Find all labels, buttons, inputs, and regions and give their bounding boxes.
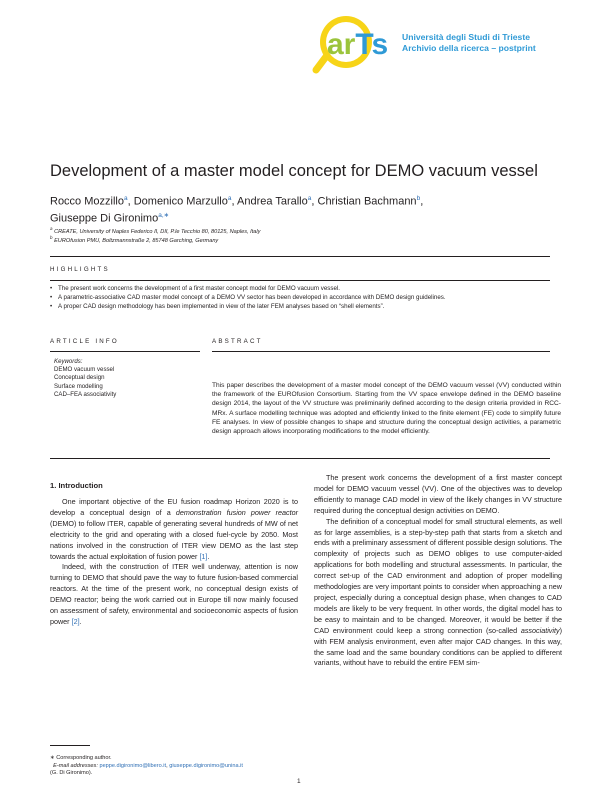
author-affiliation-mark[interactable]: a,∗ [158, 211, 170, 219]
author-name: Christian Bachmann [317, 195, 417, 208]
highlight-item [50, 303, 384, 310]
affiliation-b [50, 235, 218, 244]
highlight-item [50, 294, 446, 301]
divider [50, 351, 200, 352]
highlight-text: The present work concerns the development of a first master concept model for DEMO vacuum vessel. [58, 285, 340, 292]
paragraph [50, 497, 298, 562]
author-name: Rocco Mozzillo [50, 195, 124, 208]
divider [50, 280, 550, 281]
university-name: Università degli Studi di Trieste [402, 32, 530, 42]
emphasis-text: demonstration fusion power reactor [175, 507, 298, 517]
highlight-text: A parametric-associative CAD master model concept of a DEMO VV sector has been developed in accordance with DEMO design guidelines. [58, 294, 446, 301]
email-separator: , [166, 762, 170, 769]
footnote-divider [50, 745, 90, 746]
bullet-icon: • [50, 294, 53, 301]
keyword: CAD–FEA associativity [54, 390, 117, 398]
keyword: Conceptual design [54, 374, 105, 382]
affiliation-a [50, 226, 260, 235]
paragraph-text: . [207, 551, 210, 561]
highlight-item [50, 285, 340, 292]
page-number: 1 [297, 778, 301, 785]
logo-ar: arTs [327, 28, 389, 61]
author-separator: , [420, 195, 424, 208]
footnote-person: (G. Di Gironimo). [50, 770, 93, 777]
divider [50, 458, 550, 459]
paragraph [314, 473, 562, 517]
citation-link[interactable]: [1] [199, 551, 208, 561]
bullet-icon: • [50, 303, 53, 310]
author-separator: , [231, 195, 238, 208]
affiliation-mark: b [50, 235, 53, 240]
footnote [50, 755, 310, 778]
paper-title: Development of a master model concept for DEMO vacuum vessel [50, 162, 538, 180]
author-separator: , [311, 195, 318, 208]
article-info-heading: ARTICLE INFO [50, 338, 119, 345]
author-list [50, 192, 550, 225]
paragraph-text: ) with FEM analysis environment, even after major CAD changes. In this way, the same load and the same boundary conditions can be applied to different variants, without have to rebuild the entire FEM sim- [314, 625, 562, 668]
email-label: E-mail addresses: [53, 762, 98, 769]
body-column-right [314, 473, 562, 669]
affiliation-text: CREATE, University of Naples Federico II, DII, P.le Tecchio 80, 80125, Naples, Italy [54, 228, 261, 235]
abstract-heading: ABSTRACT [212, 338, 263, 345]
keywords-block [54, 358, 116, 399]
body-column-left [50, 497, 298, 628]
email-link[interactable]: peppe.digironimo@libero.it [99, 762, 167, 769]
keyword: Surface modelling [54, 382, 103, 390]
divider [212, 351, 550, 352]
archive-name: Archivio della ricerca – postprint [402, 43, 536, 53]
author-name: Andrea Tarallo [237, 195, 308, 208]
affiliation-text: EUROfusion PMU, Boltzmannstraße 2, 85748 Garching, Germany [54, 237, 219, 244]
divider [50, 256, 550, 257]
author-name: Domenico Marzullo [133, 195, 228, 208]
author-name: Giuseppe Di Gironimo [50, 212, 159, 225]
paragraph-text: One important objective of the EU fusion roadmap Horizon 2020 is to develop a conceptual design of a [50, 497, 298, 517]
author-separator: , [127, 195, 134, 208]
emphasis-text: associativity [520, 625, 560, 635]
author-affiliation-mark[interactable]: a [123, 195, 128, 202]
keyword: DEMO vacuum vessel [54, 366, 115, 374]
bullet-icon: • [50, 285, 53, 292]
footnote-label: Corresponding author. [56, 755, 112, 761]
paragraph [50, 562, 298, 627]
affiliation-mark: a [50, 226, 53, 231]
abstract-text: This paper describes the development of a master model concept of the DEMO vacuum vessel (VV) conducted within the framework of the EUROfusion Consortium. Starting from the VV space envelope defined in the DEMO baseline design 2014, the layout of the VV structure was preliminarily defined according to the design criteria provided in RCC-MRx. A surface modelling technique was adopted and efficiently linked to the finite element (FE) code to simplify future FE analyses. In view of possible changes to shape and structure during the conceptual design activities, a parametric design approach allows incorporating modifications to the model efficiently. [212, 382, 561, 436]
paragraph-text: The present work concerns the development of a first master concept model for DEMO vacuum vessel (VV). One of the objectives was to develop efficiently to manage CAD model in view of the likely changes in VV structure required during the conceptual design activities on DEMO. [314, 473, 562, 515]
paragraph-text: (DEMO) to follow ITER, capable of generating several hundreds of MW of net electricity to the grid and operating with a closed fuel-cycle by 2050. Most nations involved in the construction of ITER view DEMO as the last step towards the actual exploitation of fusion power [50, 518, 298, 561]
paragraph-text: . [79, 616, 82, 626]
email-link[interactable]: giuseppe.digironimo@unina.it [169, 762, 243, 769]
author-affiliation-mark[interactable]: a [307, 195, 312, 202]
section-heading: 1. Introduction [50, 481, 103, 490]
highlights-heading: HIGHLIGHTS [50, 266, 110, 273]
author-affiliation-mark[interactable]: a [227, 195, 232, 202]
keywords-label: Keywords: [54, 358, 83, 365]
author-affiliation-mark[interactable]: b [416, 195, 421, 202]
paragraph [314, 517, 562, 670]
footnote-marker: ∗ [50, 755, 55, 761]
paragraph-text: The definition of a conceptual model for small structural elements, as well as for large assemblies, is a step-by-step path that starts from a sketch and ends with a preliminary assessment of different possible design solutions. The complexity of projects such as DEMO obliges to use computer-aided applications for both modelling and structural assessments. In particular, the correct set-up of the CAD environment and adoption of proper modelling methodologies are very important points to consider when approaching a new project, especially during a conceptual design phase, when changes to CAD models are likely to be very frequent. In other words, the digital model has to be easy to maintain and to be changed. Moreover, it would be better if the CAD environment could keep a strong connection (so-called [314, 516, 562, 635]
paragraph-text: Indeed, with the construction of ITER well underway, attention is now turning to DEMO that should pave the way to future fusion-based commercial reactors. At the time of the present work, no conceptual design exists of DEMO reactor; being the work carried out in Europe till now mainly focused on assessment of safety, environmental and socioeconomic aspects of fusion power [50, 562, 298, 626]
highlight-text: A proper CAD design methodology has been implemented in view of the later FEM analyses based on “shell elements”. [58, 303, 385, 310]
citation-link[interactable]: [2] [71, 616, 80, 626]
